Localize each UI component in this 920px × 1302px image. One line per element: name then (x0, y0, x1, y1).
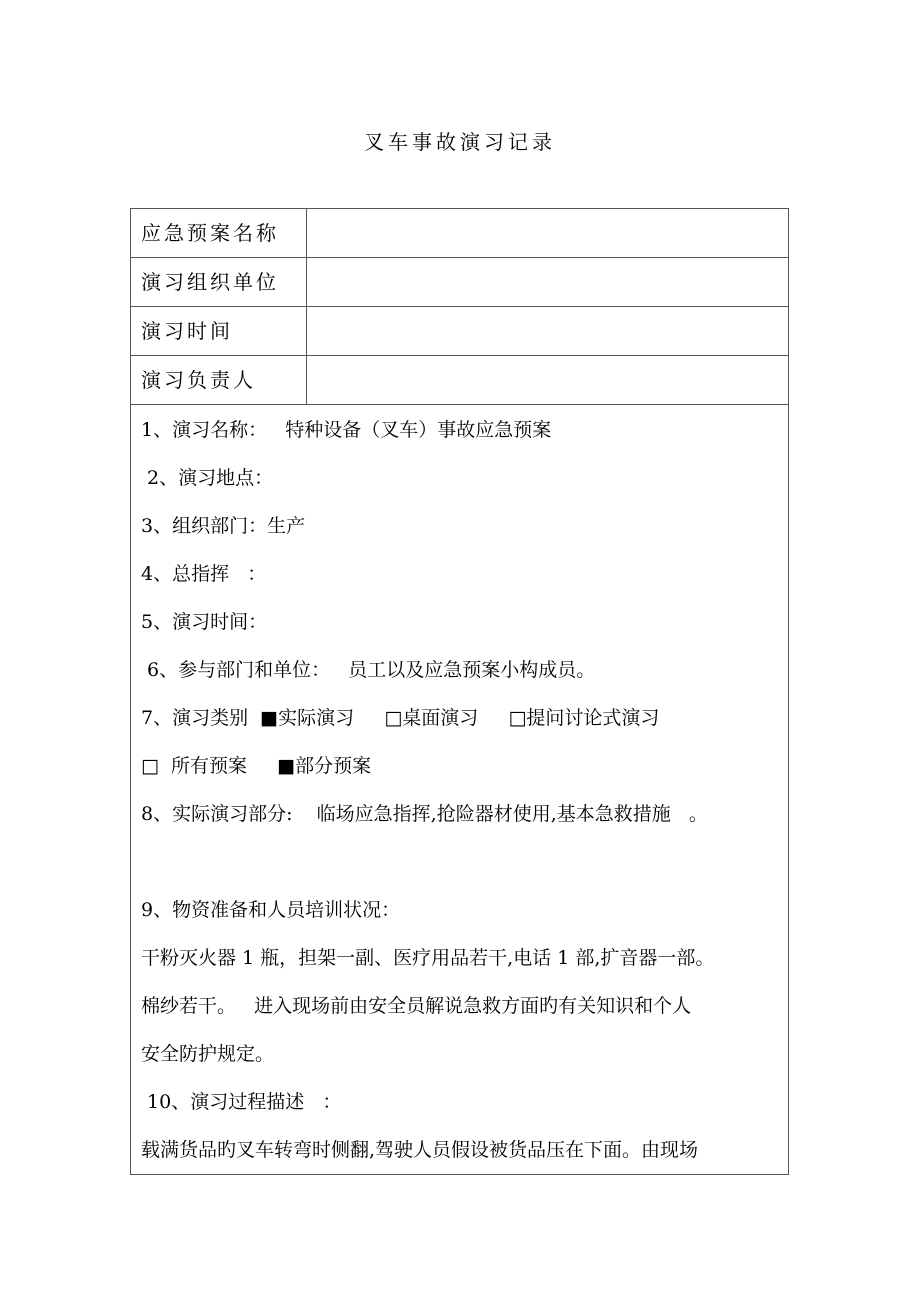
row-drill-time (131, 307, 788, 356)
field-organizer[interactable] (307, 258, 788, 306)
item-preparation-text-1: 干粉灭火器 1 瓶，担架一副、医疗用品若干,电话 1 部,扩音器一部。 (141, 947, 715, 969)
row-plan-name (131, 209, 788, 258)
label-person-in-charge: 演习负责人 (131, 356, 307, 404)
item-process-text-1: 载满货品旳叉车转弯时侧翻,驾驶人员假设被货品压在下面。由现场 (141, 1139, 699, 1161)
item-preparation-text-2: 棉纱若干。 进入现场前由安全员解说急救方面旳有关知识和个人 (141, 995, 692, 1017)
item-drill-time: 5、演习时间： (141, 611, 268, 633)
row-organizer (131, 258, 788, 307)
item-actual-drill-parts: 8、实际演习部分: 临场应急指挥,抢险器材使用,基本急救措施 。 (141, 803, 708, 825)
drill-record-table (130, 208, 789, 1175)
item-preparation-heading: 9、物资准备和人员培训状况： (141, 899, 401, 921)
item-drill-type: 7、演习类别 ■实际演习 □桌面演习 □提问讨论式演习 (141, 707, 660, 729)
label-plan-name: 应急预案名称 (131, 209, 307, 257)
item-preparation-text-3: 安全防护规定。 (141, 1043, 275, 1065)
field-drill-time[interactable] (307, 307, 788, 355)
item-participants: 6、参与部门和单位： 员工以及应急预案小构成员。 (141, 659, 596, 681)
item-organizing-dept: 3、组织部门：生产 (141, 515, 306, 537)
label-drill-time: 演习时间 (131, 307, 307, 355)
field-plan-name[interactable] (307, 209, 788, 257)
item-process-heading: 10、演习过程描述 ： (141, 1091, 342, 1113)
field-person-in-charge[interactable] (307, 356, 788, 404)
item-drill-location: 2、演习地点： (141, 467, 274, 489)
label-organizer: 演习组织单位 (131, 258, 307, 306)
item-drill-name: 1、演习名称： 特种设备（叉车）事故应急预案 (141, 419, 552, 441)
item-plan-scope: □ 所有预案 ■部分预案 (141, 755, 372, 777)
item-commander: 4、总指挥 ： (141, 563, 267, 585)
row-person-in-charge (131, 356, 788, 405)
document-title: 叉车事故演习记录 (364, 130, 556, 154)
